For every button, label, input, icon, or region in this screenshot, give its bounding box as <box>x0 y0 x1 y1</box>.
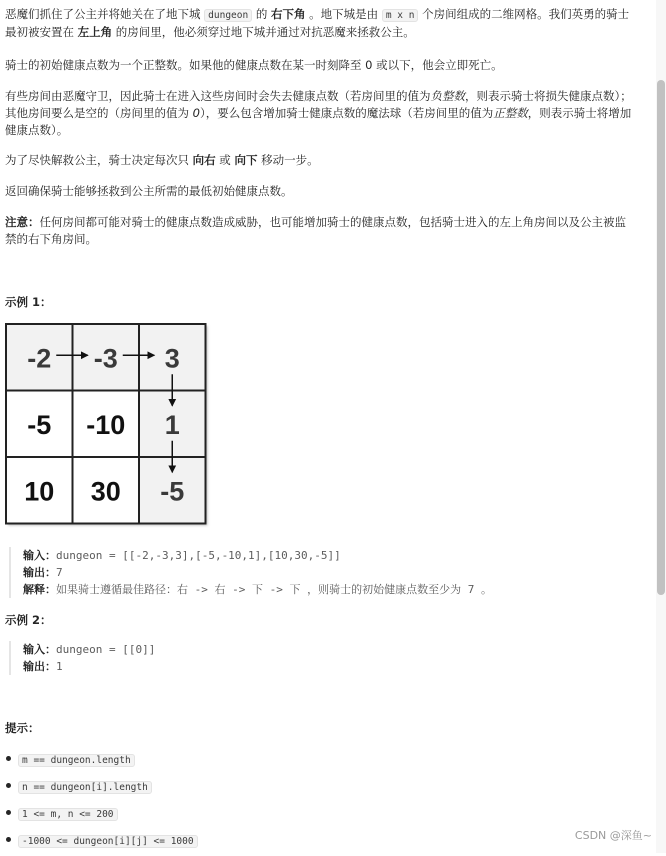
grid-cell-value: -5 <box>160 476 185 507</box>
bullet-icon <box>6 810 11 815</box>
example-1-title: 示例 1： <box>5 295 52 309</box>
text: ），要么包含增加骑士健康点数的魔法球（若房间里的值为 <box>199 106 494 120</box>
output-value: 7 <box>56 566 63 579</box>
constraint-code: m == dungeon.length <box>18 754 135 767</box>
text: 的 <box>252 7 272 21</box>
explain-value: 如果骑士遵循最佳路径：右 -> 右 -> 下 -> 下 ，则骑士的初始健康点数至少为 7 。 <box>56 583 492 596</box>
example-2-block <box>9 641 155 675</box>
bullet-icon <box>6 837 11 842</box>
grid-cell-value: -5 <box>27 409 52 440</box>
inline-code-mxn: m x n <box>382 9 419 22</box>
grid-cell-value: -2 <box>27 343 52 374</box>
text: 。地下城是由 <box>305 7 382 21</box>
bullet-icon <box>6 783 11 788</box>
text: 移动一步。 <box>257 153 319 167</box>
constraint-item <box>5 748 198 775</box>
constraint-code: -1000 <= dungeon[i][j] <= 1000 <box>18 835 198 848</box>
constraint-item <box>5 802 198 829</box>
text: ，则表示骑士将损失健康点数）；其他房间要么是空的（房间里的值为 <box>5 89 632 120</box>
constraint-item <box>5 829 198 856</box>
hints-title: 提示： <box>5 721 40 735</box>
input-value: dungeon = [[-2,-3,3],[-5,-10,1],[10,30,-5]] <box>56 549 341 562</box>
constraints-list <box>5 748 198 856</box>
scrollbar-thumb[interactable] <box>657 80 665 595</box>
problem-paragraph-5: 返回确保骑士能够拯救到公主所需的最低初始健康点数。 <box>5 184 293 198</box>
text: 为了尽快解救公主，骑士决定每次只 <box>5 153 193 167</box>
input-value: dungeon = [[0]] <box>56 643 156 656</box>
text: 任何房间都可能对骑士的健康点数造成威胁，也可能增加骑士的健康点数，包括骑士进入的左上角房间以及公主被监禁的右下角房间。 <box>5 215 626 246</box>
example-2-input-line <box>23 641 155 658</box>
bold-bottom-right: 右下角 <box>271 7 306 21</box>
output-label: 输出： <box>23 660 56 673</box>
constraint-code: 1 <= m, n <= 200 <box>18 808 118 821</box>
text: 的房间里，他必须穿过地下城并通过对抗恶魔来拯救公主。 <box>112 25 415 39</box>
italic-positive: 正整数 <box>493 106 528 120</box>
note-label: 注意： <box>5 215 40 229</box>
explain-label: 解释： <box>23 583 56 596</box>
example-2-title: 示例 2： <box>5 613 52 627</box>
grid-cell-value: 1 <box>164 409 180 440</box>
bold-down: 向下 <box>234 153 258 167</box>
text: ，则表示骑士将增加健康点数）。 <box>5 106 632 137</box>
input-label: 输入： <box>23 643 56 656</box>
bold-top-left: 左上角 <box>77 25 113 39</box>
problem-paragraph-2: 骑士的初始健康点数为一个正整数。如果他的健康点数在某一时刻降至 0 或以下，他会立即死亡。 <box>5 58 503 72</box>
bold-right: 向右 <box>192 153 216 167</box>
watermark: CSDN @深鱼~ <box>574 829 652 842</box>
bullet-icon <box>6 756 11 761</box>
text: 恶魔们抓住了公主并将她关在了地下城 <box>5 7 205 21</box>
grid-cell-value: 3 <box>164 343 180 374</box>
example-1-output-line <box>23 564 492 581</box>
italic-zero: 0 <box>192 106 200 120</box>
grid-cell-value: -10 <box>86 409 126 440</box>
text: 有些房间由恶魔守卫，因此骑士在进入这些房间时会失去健康点数（若房间里的值为 <box>5 89 431 103</box>
example-1-input-line <box>23 547 492 564</box>
grid-cell-value: -3 <box>93 343 118 374</box>
example-2-output-line <box>23 658 155 675</box>
text: 个房间组成的二维网格。我们英勇的骑士最初被安置在 <box>5 7 630 39</box>
inline-code-dungeon: dungeon <box>204 9 252 22</box>
grid-cell-value: 10 <box>24 476 55 507</box>
output-label: 输出： <box>23 566 56 579</box>
problem-paragraph-4 <box>5 152 637 169</box>
example-1-block <box>9 547 492 598</box>
grid-cell-value: 30 <box>90 476 121 507</box>
text: 或 <box>215 153 235 167</box>
constraint-code: n == dungeon[i].length <box>18 781 152 794</box>
output-value: 1 <box>56 660 63 673</box>
dungeon-grid-figure <box>5 322 211 528</box>
input-label: 输入： <box>23 549 56 562</box>
italic-negative: 负整数 <box>430 89 465 103</box>
problem-paragraph-3 <box>5 88 637 139</box>
problem-paragraph-1 <box>5 6 637 41</box>
scrollbar-track[interactable] <box>656 0 666 853</box>
problem-note <box>5 214 637 248</box>
constraint-item <box>5 775 198 802</box>
example-1-explain-line <box>23 581 492 598</box>
